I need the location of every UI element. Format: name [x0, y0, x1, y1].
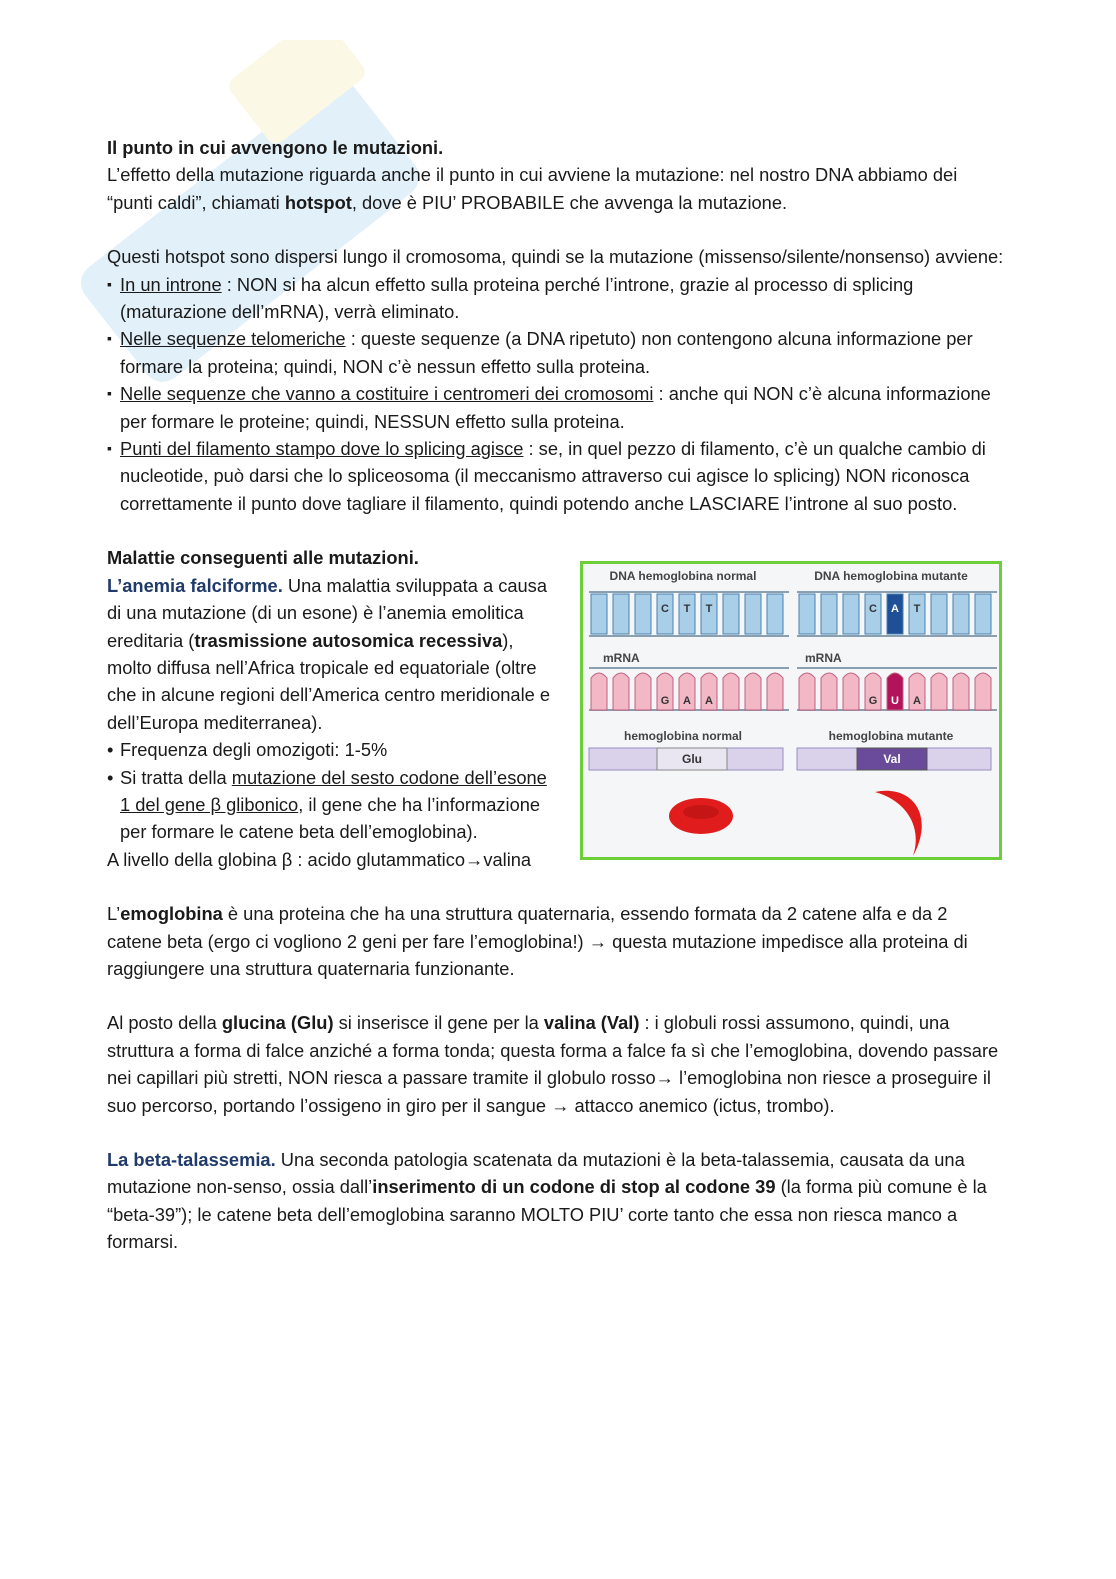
intro-text-end: , dove è PIU’ PROBABILE che avvenga la mutazione. [351, 191, 788, 213]
hotspot-intro [107, 161, 1007, 216]
section-title-diseases: Malattie conseguenti alle mutazioni. [107, 547, 419, 569]
list-item [107, 435, 1007, 517]
list-item: • Frequenza degli omozigoti: 1-5% [107, 736, 557, 763]
document-page [107, 134, 1007, 1256]
dna-mutant-base-letter: A [891, 603, 899, 616]
mrna-label-normal: mRNA [603, 651, 640, 666]
mrna-mutant-nucleotide [843, 673, 859, 710]
beta-heading: La beta-talassemia. [107, 1149, 276, 1170]
mrna-mutant-nucleotide [931, 673, 947, 710]
dna-mutant-base-letter: C [869, 603, 877, 616]
dna-normal-nucleotide [723, 594, 739, 634]
mrna-mutant-base-letter: G [868, 695, 878, 708]
dna-normal-nucleotide [613, 594, 629, 634]
mrna-normal-base-letter: A [705, 695, 713, 708]
list-item-text: Si tratta della [120, 766, 232, 788]
anemia-list [107, 736, 557, 846]
mrna-mutant-nucleotide [821, 673, 837, 710]
hotspot-list [107, 271, 1007, 518]
hotspot-paragraph: Questi hotspot sono dispersi lungo il cromosoma, quindi se la mutazione (missenso/silente/nonsenso) avviene: [107, 246, 1004, 268]
mrna-normal-nucleotide [767, 673, 783, 710]
list-item [107, 380, 1007, 435]
anemia-text: Una malattia sviluppata a causa di una mutazione (di un esone) è l’anemia emolitica ereditaria ( [107, 574, 547, 651]
p2-bold-glu: glucina (Glu) [221, 1012, 334, 1034]
beta-text: Una seconda patologia scatenata da mutazioni è la beta-talassemia, causata da una mutazione non-senso, ossia dall’ [107, 1149, 965, 1198]
mrna-normal-nucleotide [591, 673, 607, 710]
p1-bold: emoglobina [120, 903, 223, 925]
anemia-heading: L’anemia falciforme. [107, 574, 283, 596]
beta-text-end: (la forma più comune è la “beta-39”); le catene beta dell’emoglobina saranno MOLTO PIU’ corte tanto che essa non riesca manco a formarsi. [107, 1176, 987, 1253]
list-item-text: : se, in quel pezzo di filamento, c’è un qualche cambio di nucleotide, può darsi che lo spliceosoma (il meccanismo attraverso cui agisce lo splicing) NON riconosca correttamente il punto dove tagliare il filamento, quindi potendo anche LASCIARE l’introne al suo posto. [120, 438, 986, 514]
dna-normal-nucleotide [767, 594, 783, 634]
dna-strand-normal [589, 592, 789, 636]
mrna-normal-nucleotide [635, 673, 651, 710]
intro-text: L’effetto della mutazione riguarda anche il punto in cui avviene la mutazione: nel nostro DNA abbiamo dei “punti caldi”, chiamati [107, 164, 958, 213]
mrna-normal-nucleotide [613, 673, 629, 710]
hb-normal-label: hemoglobina normal [623, 729, 743, 744]
dna-normal-nucleotide [635, 594, 651, 634]
mrna-mutant-nucleotide [799, 673, 815, 710]
mrna-label-mutant: mRNA [805, 651, 842, 666]
mrna-strand-mutant [797, 668, 997, 710]
dna-mutant-nucleotide [975, 594, 991, 634]
mrna-normal-nucleotide [745, 673, 761, 710]
mrna-mutant-nucleotide [953, 673, 969, 710]
p2-bold-val: valina (Val) [543, 1012, 640, 1034]
beta-thalassemia-paragraph [107, 1146, 1007, 1256]
list-item-text-end: , il gene che ha l’informazione per formare le catene beta dell’emoglobina). [120, 793, 541, 843]
p2-text: Al posto della [107, 1012, 222, 1034]
hemoglobin-paragraph [107, 900, 1007, 982]
mrna-normal-nucleotide [723, 673, 739, 710]
normal-cell-center [683, 805, 719, 819]
hb-mutant-label: hemoglobina mutante [828, 729, 954, 744]
dna-mutant-nucleotide [843, 594, 859, 634]
hotspot-term: hotspot [284, 191, 352, 213]
disease-section [107, 544, 1007, 873]
p1-text: L’ [107, 903, 121, 925]
mrna-mutant-base-letter: A [913, 695, 921, 708]
hemoglobin-diagram [583, 564, 999, 857]
list-item-term: Punti del filamento stampo dove lo splicing agisce [120, 438, 524, 460]
section-title-hotspot: Il punto in cui avvengono le mutazioni. [107, 137, 444, 158]
sickle-red-blood-cell [875, 791, 922, 856]
dna-normal-nucleotide [591, 594, 607, 634]
globin-line: A livello della globina β : acido glutammatico→valina [107, 848, 532, 870]
anemia-bold: trasmissione autosomica recessiva [194, 629, 503, 651]
val-residue: Val [883, 752, 901, 767]
list-item-text: : queste sequenze (a DNA ripetuto) non contengono alcuna informazione per formare la proteina; quindi, NON c’è nessun effetto sulla proteina. [120, 328, 973, 377]
dna-normal-base-letter: T [683, 603, 691, 616]
list-item [107, 325, 1007, 380]
beta-bold: inserimento di un codone di stop al codone 39 [372, 1176, 776, 1198]
mrna-mutant-base-letter: U [891, 695, 899, 708]
glucina-paragraph [107, 1009, 1007, 1119]
mrna-mutant-nucleotide [975, 673, 991, 710]
anemia-paragraph [107, 572, 557, 736]
dna-mutant-nucleotide [821, 594, 837, 634]
mrna-strand-normal [589, 668, 789, 710]
dna-normal-label: DNA hemoglobina normal [609, 569, 757, 584]
dna-mutant-base-letter: T [913, 603, 921, 616]
list-item-text: : NON si ha alcun effetto sulla proteina perché l’introne, grazie al processo di splicing (maturazione dell’mRNA), verrà eliminato. [120, 273, 914, 323]
dna-normal-base-letter: T [705, 603, 713, 616]
list-item-term: Nelle sequenze telomeriche [120, 328, 346, 350]
dna-mutant-label: DNA hemoglobina mutante [814, 569, 968, 584]
mrna-normal-base-letter: G [660, 695, 670, 708]
dna-mutant-nucleotide [931, 594, 947, 634]
p2-text-end: : i globuli rossi assumono, quindi, una struttura a forma di falce anziché a forma tonda; questa forma a falce fa sì che l’emoglobina, dovendo passare nei capillari più stretti, NON riesca a passare tramite il globulo rosso→ l’emoglobina non riesce a proseguire il suo percorso, portando l’ossigeno in giro per il sangue → attacco anemico (ictus, trombo). [107, 1012, 999, 1116]
dna-normal-nucleotide [745, 594, 761, 634]
list-item-term: In un introne [120, 273, 222, 295]
list-item-term: Nelle sequenze che vanno a costituire i centromeri dei cromosomi [120, 383, 654, 405]
hemoglobin-figure [580, 561, 1002, 860]
list-item-term: mutazione del sesto codone dell’esone 1 del gene β glibonico [120, 766, 547, 815]
glu-residue: Glu [682, 752, 702, 767]
dna-mutant-nucleotide [953, 594, 969, 634]
list-item [107, 271, 1007, 326]
dna-mutant-nucleotide [799, 594, 815, 634]
dna-normal-base-letter: C [661, 603, 669, 616]
list-item-text: : anche qui NON c’è alcuna informazione per formare le proteine; quindi, NESSUN effetto sulla proteina. [120, 383, 991, 432]
list-item [107, 764, 557, 846]
p1-text-end: è una proteina che ha una struttura quaternaria, essendo formata da 2 catene alfa e da 2 catene beta (ergo ci vogliono 2 geni per fare l’emoglobina!) → questa mutazione impedisce alla proteina di raggiungere una struttura quaternaria funzionante. [107, 903, 968, 979]
mrna-normal-base-letter: A [683, 695, 691, 708]
anemia-text-end: ), molto diffusa nell’Africa tropicale ed equatoriale (oltre che in alcune regioni dell’America centro meridionale e dell’Europa mediterranea). [107, 629, 551, 733]
p2-text-mid: si inserisce il gene per la [333, 1012, 544, 1034]
dna-strand-mutant [797, 592, 997, 636]
